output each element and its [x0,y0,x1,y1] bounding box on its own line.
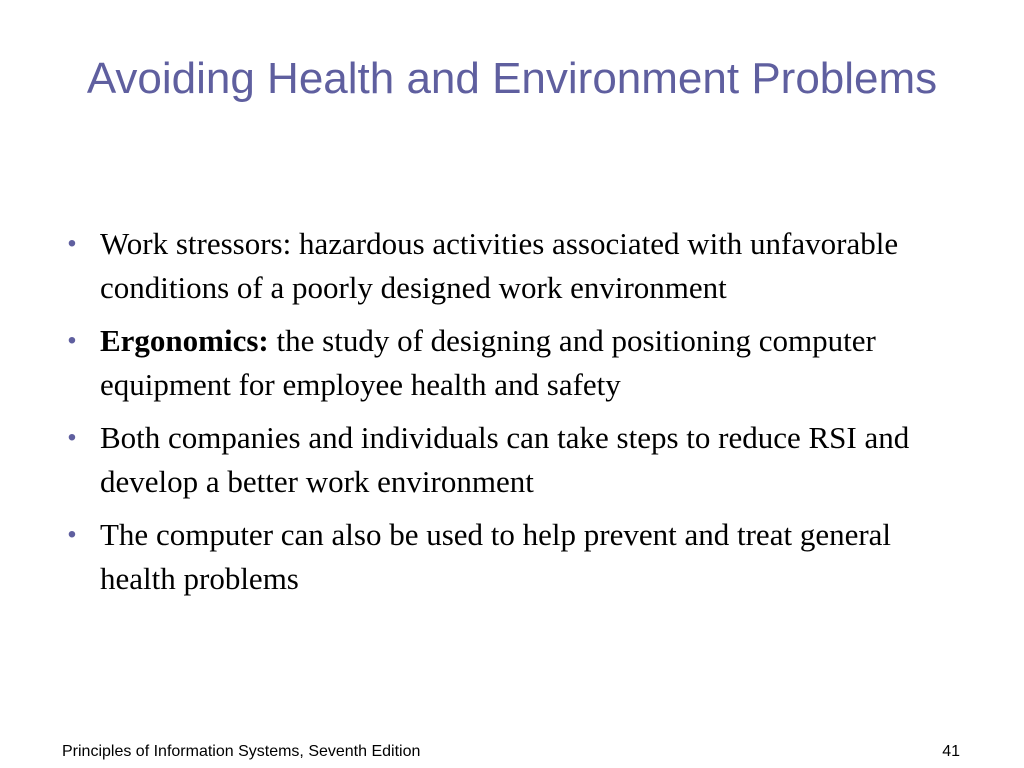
bullet-dot-icon: • [67,521,77,548]
page-number: 41 [942,743,960,760]
bullet-dot-icon: • [67,230,77,257]
bullet-text: Work stressors: hazardous activities associated with unfavorable conditions of a poorly designed work environment [100,226,899,305]
bullet-dot-icon: • [67,424,77,451]
bullet-item [62,416,962,504]
bullet-text: The computer can also be used to help prevent and treat general health problems [100,517,892,596]
bullet-item [62,319,962,407]
bullet-term: Ergonomics: [100,323,269,358]
bullet-item [62,513,962,601]
bullet-text: Both companies and individuals can take steps to reduce RSI and develop a better work environment [100,420,910,499]
bullet-dot-icon: • [67,327,77,354]
slide-title: Avoiding Health and Environment Problems [86,54,938,103]
bullet-text: the study of designing and positioning computer equipment for employee health and safety [100,323,876,402]
bullet-list [62,222,962,610]
footer-book-title: Principles of Information Systems, Seventh Edition [62,743,421,760]
bullet-item [62,222,962,310]
